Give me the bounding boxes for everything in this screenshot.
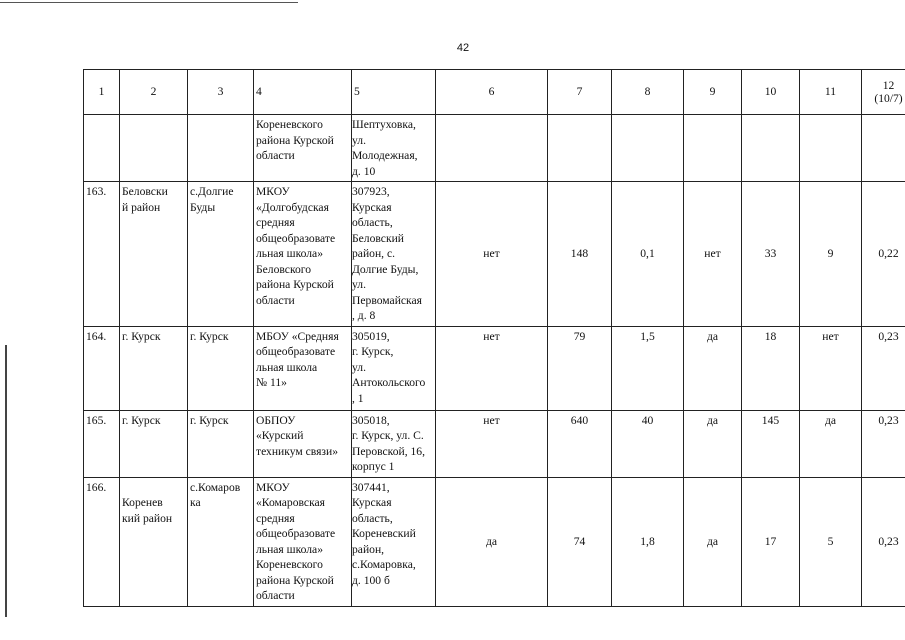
cell-line: области <box>256 589 295 602</box>
cell-line: Беловского <box>256 262 312 276</box>
cell-line: № 11» <box>256 376 287 389</box>
address-cell <box>352 182 436 327</box>
cell-line: МКОУ <box>256 480 290 494</box>
cell-line: Курская <box>352 200 392 214</box>
cell-line: ул. <box>352 133 366 147</box>
header-cell: 5 <box>352 70 436 115</box>
cell-line: Молодежная, <box>352 149 418 162</box>
cell-line: района Курской <box>256 573 334 587</box>
cell-line: льная школа» <box>256 542 323 556</box>
header-row <box>84 70 905 115</box>
cell-line: г. Курск <box>190 329 229 343</box>
cell-line: «Долгобудская <box>256 200 329 214</box>
cell-line: Кореневского <box>256 118 323 131</box>
header-cell: 3 <box>188 70 254 115</box>
value-cell-c8: 40 <box>612 410 684 477</box>
cell-line: Буды <box>190 200 216 214</box>
table-row <box>84 326 905 410</box>
table-row <box>84 410 905 477</box>
header-cell: 10 <box>742 70 800 115</box>
cell-line: общеобразовате <box>256 527 336 540</box>
address-cell <box>352 115 436 182</box>
cell-line: Антокольского <box>352 376 426 389</box>
header-cell: 6 <box>436 70 548 115</box>
value-cell-c8: 0,1 <box>612 182 684 327</box>
place-cell <box>188 477 254 606</box>
cell-line: й район <box>122 200 161 214</box>
cell-line: ОБПОУ <box>256 413 296 427</box>
cell-line: области <box>256 293 295 307</box>
cell-line: «Комаровская <box>256 496 326 509</box>
cell-line: Кореневского <box>256 558 323 571</box>
margin-mark <box>5 345 7 617</box>
district-cell <box>120 410 188 477</box>
cell-line: кий район <box>122 511 173 525</box>
value-cell-c10: 145 <box>742 410 800 477</box>
header-cell: 9 <box>684 70 742 115</box>
cell-line <box>122 480 185 496</box>
cell-line: район, с. <box>352 247 395 260</box>
cell-line: 307441, <box>352 480 390 494</box>
top-rule <box>0 2 298 3</box>
value-cell-c9: да <box>684 477 742 606</box>
district-cell <box>120 326 188 410</box>
value-cell-c7: 79 <box>548 326 612 410</box>
value-cell-c6: нет <box>436 182 548 327</box>
cell-line: Коренев <box>122 496 163 509</box>
header-cell: 4 <box>254 70 352 115</box>
value-cell-c9: да <box>684 326 742 410</box>
cell-line: Перовской, 16, <box>352 444 425 458</box>
name-cell <box>254 410 352 477</box>
district-cell <box>120 477 188 606</box>
value-cell-c8: 1,5 <box>612 326 684 410</box>
cell-line: с.Комаровка, <box>352 558 416 571</box>
cell-line: Курская <box>352 496 392 509</box>
cell-line: средняя <box>256 511 295 525</box>
address-cell <box>352 410 436 477</box>
header-cell: 12 (10/7) <box>862 70 905 115</box>
place-cell <box>188 182 254 327</box>
cell-line: , 1 <box>352 391 364 405</box>
row-number: 166. <box>84 477 120 606</box>
value-cell-c6: да <box>436 477 548 606</box>
value-cell-c11: 9 <box>800 182 862 327</box>
value-cell-c6: нет <box>436 410 548 477</box>
row-number: 164. <box>84 326 120 410</box>
value-cell-c11: нет <box>800 326 862 410</box>
cell-line: д. 10 <box>352 164 376 178</box>
table-row <box>84 182 905 327</box>
row-number: 163. <box>84 182 120 327</box>
cell-line: Шептуховка, <box>352 118 416 131</box>
cell-line: с.Долгие <box>190 185 234 198</box>
value-cell-c8: 1,8 <box>612 477 684 606</box>
value-cell-c11: да <box>800 410 862 477</box>
cell-line: МКОУ <box>256 185 290 198</box>
cell-line: области <box>256 149 295 162</box>
address-cell <box>352 477 436 606</box>
page-number: 42 <box>456 42 470 54</box>
cell-line: г. Курск, <box>352 345 394 358</box>
value-cell-c10: 17 <box>742 477 800 606</box>
value-cell-c7: 640 <box>548 410 612 477</box>
row-number: 165. <box>84 410 120 477</box>
cell-line: района Курской <box>256 133 334 147</box>
cell-line: область, <box>352 511 393 525</box>
cell-line: средняя <box>256 216 295 229</box>
value-cell-c10: 18 <box>742 326 800 410</box>
cell-line: г. Курск <box>122 413 161 427</box>
cell-line: с.Комаров <box>190 480 241 494</box>
value-cell-c9: да <box>684 410 742 477</box>
name-cell <box>254 115 352 182</box>
cell-line: Беловски <box>122 185 168 198</box>
cell-line: района Курской <box>256 278 334 291</box>
cell-line: Беловский <box>352 231 404 245</box>
cell-line: льная школа <box>256 360 318 374</box>
cell-line: Первомайская <box>352 293 422 307</box>
cell-line: ка <box>190 496 201 509</box>
value-cell-c10: 33 <box>742 182 800 327</box>
value-cell-c7: 148 <box>548 182 612 327</box>
cell-line: г. Курск <box>190 413 229 427</box>
cell-line: г. Курск <box>122 329 161 343</box>
cell-line: район, <box>352 542 385 556</box>
place-cell <box>188 410 254 477</box>
cell-line: область, <box>352 216 393 229</box>
cell-line: Долгие Буды, <box>352 262 419 276</box>
data-table <box>83 69 905 607</box>
value-cell-c12: 0,23 <box>862 477 905 606</box>
name-cell <box>254 182 352 327</box>
value-cell-c12: 0,23 <box>862 326 905 410</box>
continuation-row <box>84 115 905 182</box>
header-cell: 11 <box>800 70 862 115</box>
table-row <box>84 477 905 606</box>
cell-line: 305019, <box>352 329 390 343</box>
cell-line: МБОУ «Средняя <box>256 329 339 343</box>
cell-line: д. 100 б <box>352 573 390 587</box>
header-cell: 7 <box>548 70 612 115</box>
cell-line: корпус 1 <box>352 460 395 473</box>
cell-line: , д. 8 <box>352 309 376 322</box>
cell-line: 305018, <box>352 413 390 427</box>
cell-line: «Курский <box>256 429 304 442</box>
cell-line: льная школа» <box>256 247 323 260</box>
header-cell: 1 <box>84 70 120 115</box>
value-cell-c7: 74 <box>548 477 612 606</box>
cell-line: техникум связи» <box>256 444 338 458</box>
cell-line: общеобразовате <box>256 231 336 245</box>
value-cell-c6: нет <box>436 326 548 410</box>
value-cell-c11: 5 <box>800 477 862 606</box>
cell-line: ул. <box>352 360 366 374</box>
address-cell <box>352 326 436 410</box>
cell-line: Кореневский <box>352 527 416 540</box>
value-cell-c12: 0,23 <box>862 410 905 477</box>
district-cell <box>120 182 188 327</box>
value-cell-c9: нет <box>684 182 742 327</box>
name-cell <box>254 477 352 606</box>
place-cell <box>188 326 254 410</box>
header-cell: 2 <box>120 70 188 115</box>
value-cell-c12: 0,22 <box>862 182 905 327</box>
name-cell <box>254 326 352 410</box>
header-cell: 8 <box>612 70 684 115</box>
cell-line: г. Курск, ул. С. <box>352 429 424 442</box>
cell-line: 307923, <box>352 185 390 198</box>
cell-line: общеобразовате <box>256 345 336 358</box>
cell-line: ул. <box>352 278 366 291</box>
